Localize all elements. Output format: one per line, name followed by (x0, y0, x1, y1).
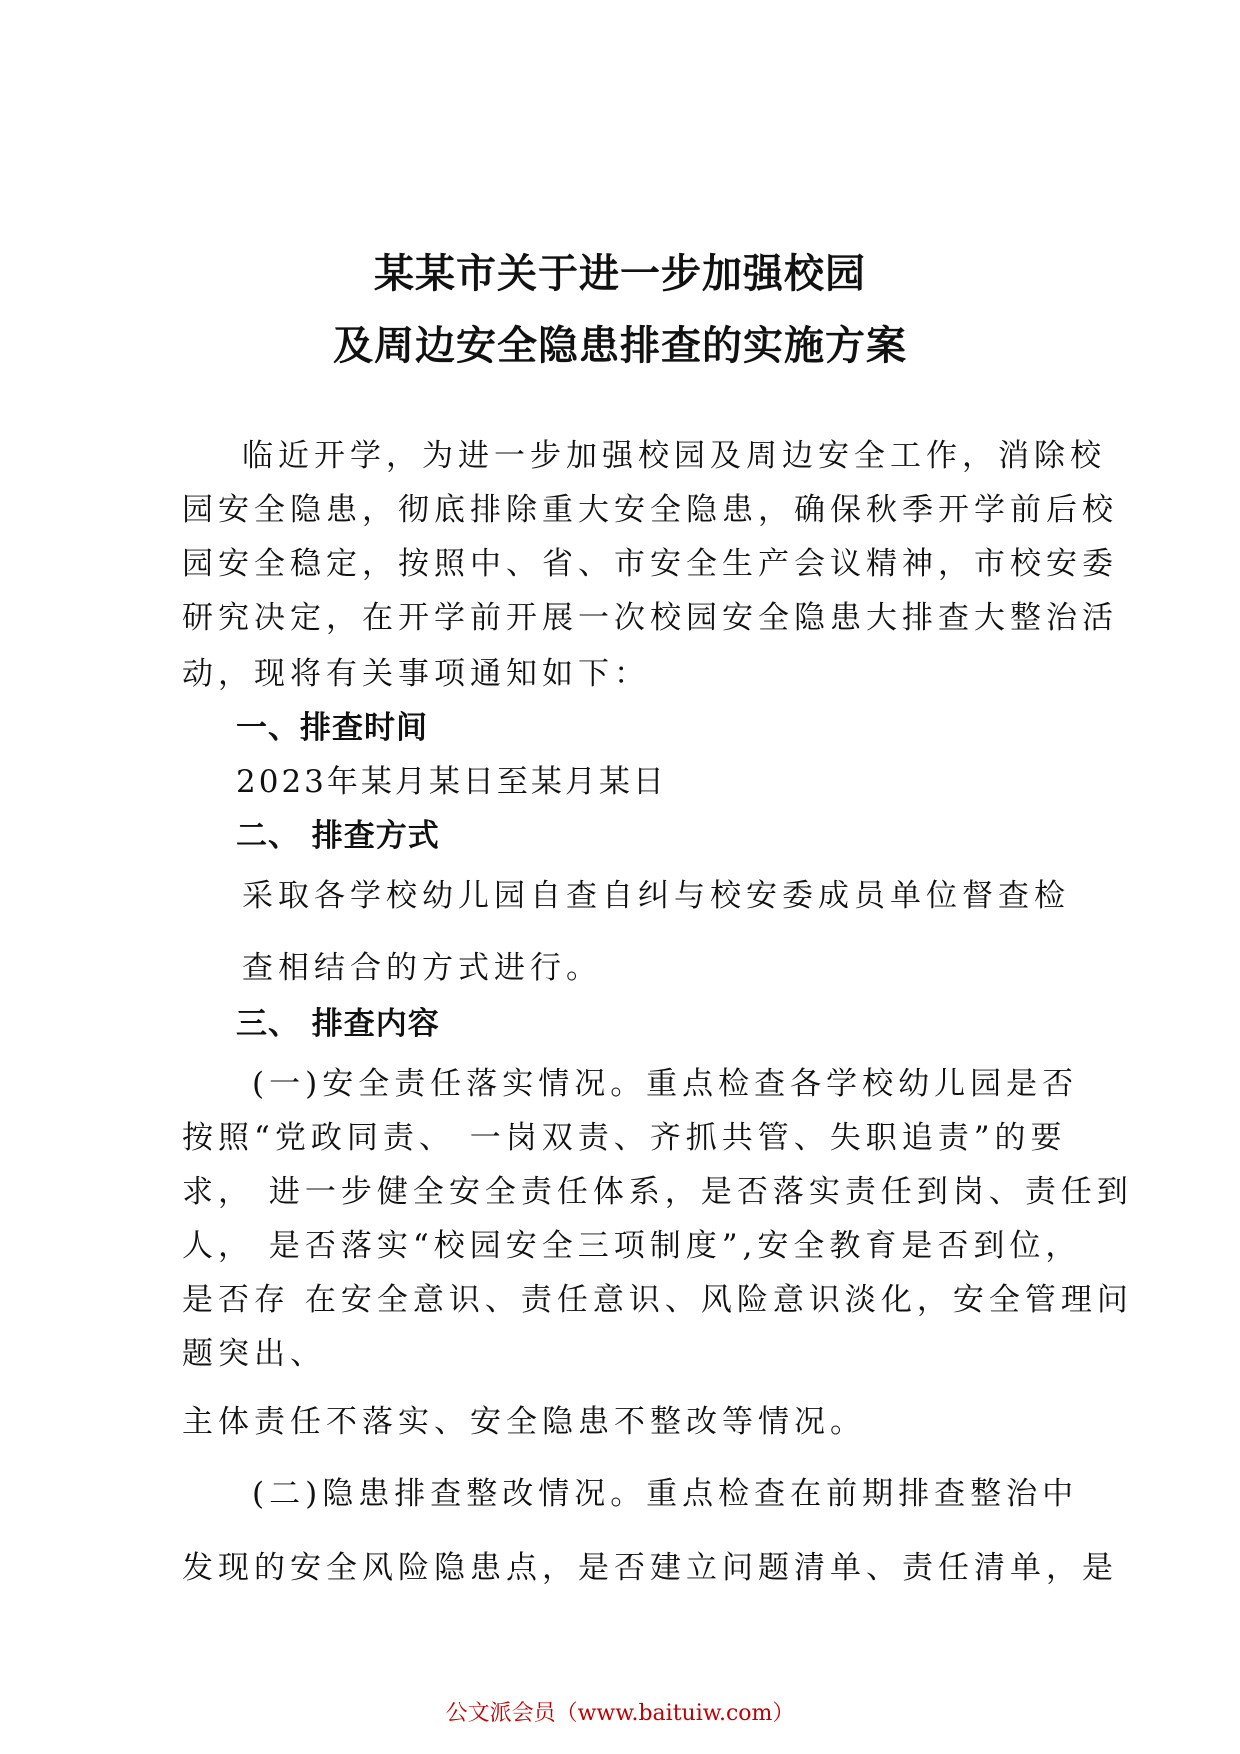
content-line: 发现的安全风险隐患点，是否建立问题清单、责任清单，是 (182, 1550, 1118, 1586)
intro-line: 动，现将有关事项通知如下： (182, 656, 650, 692)
section-text-time: 2023年某月某日至某月某日 (236, 764, 667, 800)
content-line: 主体责任不落实、安全隐患不整改等情况。 (182, 1404, 866, 1440)
content-line: (二)隐患排查整改情况。重点检查在前期排查整治中 (252, 1476, 1079, 1512)
intro-line: 研究决定，在开学前开展一次校园安全隐患大排查大整治活 (182, 600, 1118, 636)
intro-line: 临近开学，为进一步加强校园及周边安全工作，消除校 (242, 438, 1106, 474)
intro-line: 园安全隐患，彻底排除重大安全隐患，确保秋季开学前后校 (182, 492, 1118, 528)
content-line: 人， 是否落实“校园安全三项制度”,安全教育是否到位， (182, 1228, 1082, 1264)
section-heading-content: 三、 排查内容 (236, 1006, 440, 1042)
section-heading-method: 二、 排查方式 (236, 818, 440, 854)
content-line: 题突出、 (182, 1336, 326, 1372)
intro-line: 园安全稳定，按照中、省、市安全生产会议精神，市校安委 (182, 546, 1118, 582)
document-title-line-2: 及周边安全隐患排查的实施方案 (333, 323, 907, 369)
content-line: 是否存 在安全意识、责任意识、风险意识淡化，安全管理问 (182, 1282, 1133, 1318)
content-line: 按照“党政同责、 一岗双责、齐抓共管、失职追责”的要 (182, 1120, 1067, 1156)
content-line: (一)安全责任落实情况。重点检查各学校幼儿园是否 (252, 1066, 1079, 1102)
footer-watermark: 公文派会员（www.baituiw.com） (445, 1701, 795, 1726)
document-title-line-1: 某某市关于进一步加强校园 (374, 251, 866, 297)
content-line: 求， 进一步健全安全责任体系，是否落实责任到岗、责任到 (182, 1174, 1133, 1210)
method-line: 采取各学校幼儿园自查自纠与校安委成员单位督查检 (242, 878, 1070, 914)
method-line: 查相结合的方式进行。 (242, 950, 602, 986)
section-heading-time: 一、排查时间 (236, 710, 428, 746)
